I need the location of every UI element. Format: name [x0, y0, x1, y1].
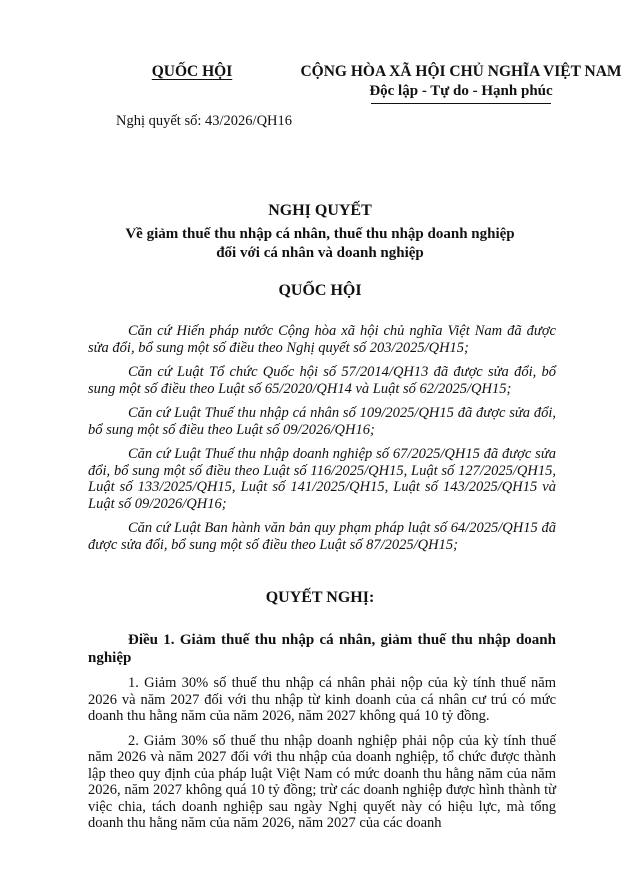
article-clause: 2. Giảm 30% số thuế thu nhập doanh nghiệp phải nộp của kỳ tính thuế năm 2026 và năm 2027 đối với thu nhập của doanh nghiệp, tổ chức được thành lập theo quy định của pháp luật Việt Nam có mức doanh thu hằng năm của năm 2026, năm 2027 không quá 10 tỷ đồng; trừ các doanh nghiệp được hình thành từ việc chia, tách doanh nghiệp sau ngày Nghị quyết này có hiệu lực, mà tổng doanh thu hằng năm của năm 2026, năm 2027 của các doanh [88, 732, 556, 831]
article-clause: 1. Giảm 30% số thuế thu nhập cá nhân phải nộp của kỳ tính thuế năm 2026 và năm 2027 đối với thu nhập từ kinh doanh của cá nhân cư trú có mức doanh thu hằng năm của năm 2026, năm 2027 không quá 10 tỷ đồng. [88, 675, 556, 724]
issuing-agency-block [106, 62, 278, 81]
document-number: Nghị quyết số: 43/2026/QH16 [116, 113, 293, 129]
subject-line-1: Về giảm thuế thu nhập cá nhân, thuế thu nhập doanh nghiệp [125, 226, 515, 242]
document-subject [80, 225, 560, 263]
issuer-heading: QUỐC HỘI [278, 282, 362, 299]
issuing-agency: QUỐC HỘI [151, 63, 233, 80]
subject-line-2: đối với cá nhân và doanh nghiệp [216, 245, 424, 261]
national-name: CỘNG HÒA XÃ HỘI CHỦ NGHĨA VIỆT NAM [300, 63, 622, 80]
legal-basis-item: Căn cứ Luật Thuế thu nhập cá nhân số 109/2025/QH15 đã được sửa đổi, bổ sung một số điều theo Luật số 09/2026/QH16; [88, 405, 556, 438]
national-motto-block [290, 62, 632, 104]
motto-underline [371, 103, 551, 104]
legal-basis-item: Căn cứ Hiến pháp nước Cộng hòa xã hội chủ nghĩa Việt Nam đã được sửa đổi, bổ sung một số điều theo Nghị quyết số 203/2025/QH15; [88, 323, 556, 356]
legal-basis-item: Căn cứ Luật Thuế thu nhập doanh nghiệp số 67/2025/QH15 đã được sửa đổi, bổ sung một số điều theo Luật số 116/2025/QH15, Luật số 127/2025/QH15, Luật số 133/2025/QH15, Luật số 141/2025/QH15, Luật số 143/2025/QH15 và Luật số 09/2026/QH16; [88, 446, 556, 512]
legal-basis-item: Căn cứ Luật Tổ chức Quốc hội số 57/2014/QH13 đã được sửa đổi, bổ sung một số điều theo Luật số 65/2020/QH14 và Luật số 62/2025/QH15; [88, 364, 556, 397]
decision-heading: QUYẾT NGHỊ: [265, 589, 375, 606]
document-type: NGHỊ QUYẾT [268, 202, 372, 219]
article-title: Điều 1. Giảm thuế thu nhập cá nhân, giảm thuế thu nhập doanh nghiệp [88, 632, 556, 666]
legal-basis-item: Căn cứ Luật Ban hành văn bản quy phạm pháp luật số 64/2025/QH15 đã được sửa đổi, bổ sung một số điều theo Luật số 87/2025/QH15; [88, 520, 556, 553]
legal-bases [88, 323, 556, 561]
article-1 [88, 631, 556, 840]
national-motto: Độc lập - Tự do - Hạnh phúc [369, 83, 553, 99]
